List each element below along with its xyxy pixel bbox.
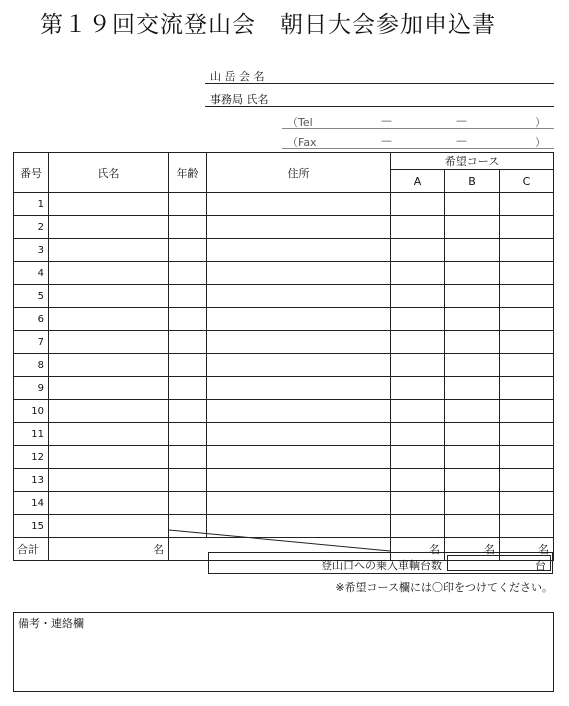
row-course-a[interactable]: [391, 262, 445, 285]
row-course-a[interactable]: [391, 400, 445, 423]
row-course-c[interactable]: [500, 331, 554, 354]
row-course-c[interactable]: [500, 262, 554, 285]
row-number: 6: [14, 308, 49, 331]
row-address[interactable]: [207, 423, 391, 446]
row-course-c[interactable]: [500, 446, 554, 469]
course-note: ※希望コース欄には〇印をつけてください。: [335, 581, 553, 594]
row-name[interactable]: [49, 446, 169, 469]
table-row: [14, 193, 554, 216]
total-course-b[interactable]: 名: [445, 538, 500, 561]
row-number: 12: [14, 446, 49, 469]
table-row: [14, 377, 554, 400]
row-course-b[interactable]: [445, 354, 500, 377]
form-title: 第１９回交流登山会 朝日大会参加申込書: [40, 12, 496, 38]
club-name-label: 山 岳 会 名: [210, 70, 265, 83]
row-course-b[interactable]: [445, 515, 500, 538]
fax-label: （Fax: [287, 136, 317, 149]
row-course-b[interactable]: [445, 331, 500, 354]
row-age[interactable]: [169, 216, 207, 239]
row-course-b[interactable]: [445, 446, 500, 469]
row-course-b[interactable]: [445, 239, 500, 262]
total-label: 合計: [14, 538, 49, 561]
table-row: [14, 400, 554, 423]
table-row: [14, 239, 554, 262]
fax-close-paren: ）: [535, 136, 546, 149]
row-course-b[interactable]: [445, 423, 500, 446]
row-course-c[interactable]: [500, 308, 554, 331]
row-age[interactable]: [169, 492, 207, 515]
remarks-label: 備考・連絡欄: [18, 617, 84, 630]
row-course-c[interactable]: [500, 515, 554, 538]
row-address[interactable]: [207, 285, 391, 308]
row-name[interactable]: [49, 193, 169, 216]
row-age[interactable]: [169, 262, 207, 285]
row-address[interactable]: [207, 262, 391, 285]
row-number: 11: [14, 423, 49, 446]
row-address[interactable]: [207, 377, 391, 400]
row-course-b[interactable]: [445, 308, 500, 331]
row-course-b[interactable]: [445, 400, 500, 423]
table-row: [14, 492, 554, 515]
row-name[interactable]: [49, 216, 169, 239]
row-course-a[interactable]: [391, 285, 445, 308]
table-row: [14, 262, 554, 285]
row-number: 9: [14, 377, 49, 400]
vehicle-count-field[interactable]: [447, 555, 551, 571]
tel-dash-1: —: [381, 114, 392, 127]
row-name[interactable]: [49, 262, 169, 285]
row-course-c[interactable]: [500, 193, 554, 216]
header-course-a: A: [391, 170, 445, 193]
total-course-a[interactable]: 名: [391, 538, 445, 561]
row-address[interactable]: [207, 515, 391, 538]
header-address: 住所: [207, 153, 391, 193]
row-age[interactable]: [169, 423, 207, 446]
row-address[interactable]: [207, 308, 391, 331]
row-name[interactable]: [49, 285, 169, 308]
row-course-a[interactable]: [391, 216, 445, 239]
row-number: 13: [14, 469, 49, 492]
row-age[interactable]: [169, 239, 207, 262]
row-course-a[interactable]: [391, 515, 445, 538]
table-row: [14, 354, 554, 377]
vehicle-unit: 台: [535, 559, 546, 572]
row-course-b[interactable]: [445, 262, 500, 285]
row-age[interactable]: [169, 354, 207, 377]
office-name-line[interactable]: [205, 106, 554, 107]
row-name[interactable]: [49, 469, 169, 492]
row-name[interactable]: [49, 354, 169, 377]
fax-dash-2: —: [456, 134, 467, 147]
row-age[interactable]: [169, 193, 207, 216]
table-row: [14, 308, 554, 331]
row-course-a[interactable]: [391, 331, 445, 354]
table-row: [14, 216, 554, 239]
table-row: [14, 515, 554, 538]
row-age[interactable]: [169, 285, 207, 308]
row-number: 10: [14, 400, 49, 423]
row-course-b[interactable]: [445, 492, 500, 515]
header-age: 年齢: [169, 153, 207, 193]
tel-label: （Tel: [287, 116, 313, 129]
header-course-b: B: [445, 170, 500, 193]
fax-line[interactable]: [282, 148, 554, 149]
row-course-c[interactable]: [500, 423, 554, 446]
row-course-a[interactable]: [391, 239, 445, 262]
vehicle-count-box: [208, 552, 553, 574]
row-age[interactable]: [169, 469, 207, 492]
header-number: 番号: [14, 153, 49, 193]
total-course-c[interactable]: 名: [500, 538, 554, 561]
row-course-a[interactable]: [391, 193, 445, 216]
row-number: 3: [14, 239, 49, 262]
row-address[interactable]: [207, 193, 391, 216]
row-name[interactable]: [49, 515, 169, 538]
row-address[interactable]: [207, 492, 391, 515]
row-course-c[interactable]: [500, 285, 554, 308]
row-course-b[interactable]: [445, 193, 500, 216]
tel-close-paren: ）: [535, 116, 546, 129]
row-course-a[interactable]: [391, 308, 445, 331]
row-course-a[interactable]: [391, 492, 445, 515]
total-persons-unit[interactable]: 名: [49, 538, 169, 561]
table-row: [14, 446, 554, 469]
row-name[interactable]: [49, 239, 169, 262]
row-age[interactable]: [169, 446, 207, 469]
row-name[interactable]: [49, 400, 169, 423]
row-age[interactable]: [169, 515, 207, 538]
fax-dash-1: —: [381, 134, 392, 147]
table-row: [14, 331, 554, 354]
row-course-a[interactable]: [391, 423, 445, 446]
header-course: 希望コース: [391, 153, 554, 170]
row-course-c[interactable]: [500, 400, 554, 423]
row-course-c[interactable]: [500, 492, 554, 515]
row-address[interactable]: [207, 469, 391, 492]
row-address[interactable]: [207, 331, 391, 354]
header-course-c: C: [500, 170, 554, 193]
remarks-box[interactable]: [13, 612, 554, 692]
row-number: 5: [14, 285, 49, 308]
row-course-a[interactable]: [391, 446, 445, 469]
row-course-b[interactable]: [445, 469, 500, 492]
row-age[interactable]: [169, 331, 207, 354]
table-row: [14, 469, 554, 492]
row-address[interactable]: [207, 354, 391, 377]
row-course-c[interactable]: [500, 377, 554, 400]
office-name-label: 事務局 氏名: [210, 93, 269, 106]
row-number: 15: [14, 515, 49, 538]
row-address[interactable]: [207, 446, 391, 469]
row-age[interactable]: [169, 400, 207, 423]
row-course-b[interactable]: [445, 216, 500, 239]
row-age[interactable]: [169, 377, 207, 400]
header-name: 氏名: [49, 153, 169, 193]
table-row: [14, 285, 554, 308]
row-address[interactable]: [207, 239, 391, 262]
row-number: 7: [14, 331, 49, 354]
row-number: 8: [14, 354, 49, 377]
row-course-c[interactable]: [500, 239, 554, 262]
row-course-c[interactable]: [500, 216, 554, 239]
participant-table: [13, 152, 554, 561]
row-name[interactable]: [49, 308, 169, 331]
tel-line[interactable]: [282, 128, 554, 129]
row-name[interactable]: [49, 331, 169, 354]
row-name[interactable]: [49, 377, 169, 400]
row-course-c[interactable]: [500, 354, 554, 377]
row-number: 2: [14, 216, 49, 239]
row-course-b[interactable]: [445, 285, 500, 308]
row-name[interactable]: [49, 423, 169, 446]
tel-dash-2: —: [456, 114, 467, 127]
row-course-c[interactable]: [500, 469, 554, 492]
club-name-line[interactable]: [205, 83, 554, 84]
row-number: 4: [14, 262, 49, 285]
row-age[interactable]: [169, 308, 207, 331]
row-course-a[interactable]: [391, 377, 445, 400]
row-number: 14: [14, 492, 49, 515]
row-course-a[interactable]: [391, 354, 445, 377]
row-number: 1: [14, 193, 49, 216]
table-row: [14, 423, 554, 446]
row-address[interactable]: [207, 400, 391, 423]
row-address[interactable]: [207, 216, 391, 239]
row-name[interactable]: [49, 492, 169, 515]
vehicle-count-label: 登山口への乗入車輌台数: [321, 559, 442, 572]
row-course-b[interactable]: [445, 377, 500, 400]
row-course-a[interactable]: [391, 469, 445, 492]
